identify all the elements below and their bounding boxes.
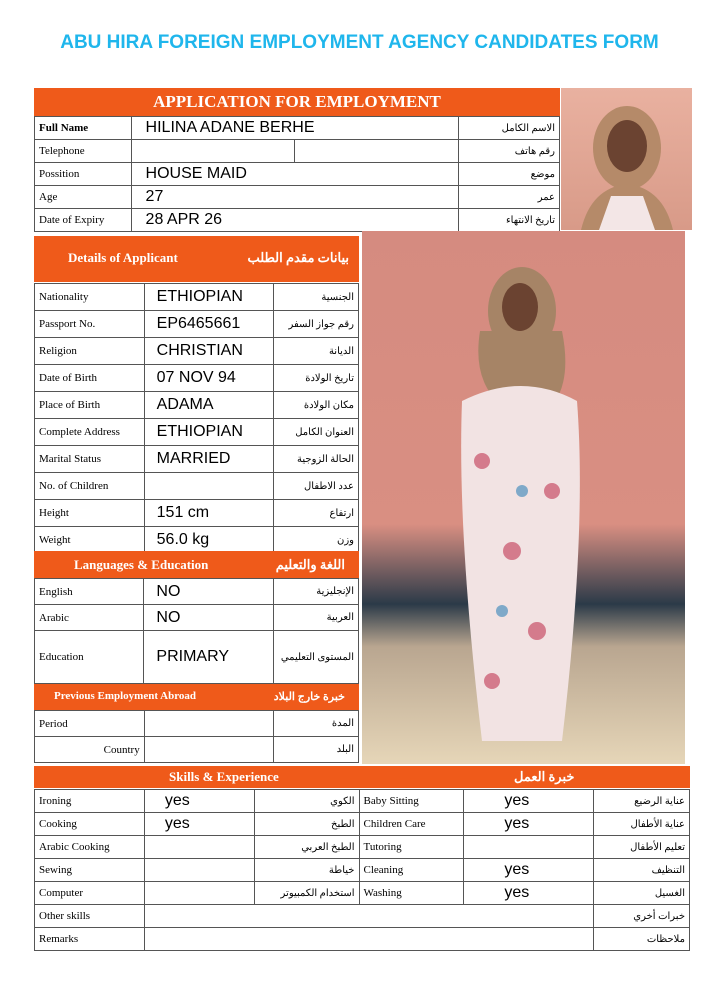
skill-l-label: Computer [35,882,145,905]
languages-label-ar: المستوى التعليمي [274,631,359,684]
previous-title: Previous Employment Abroad [54,690,196,702]
details-title-ar: بيانات مقدم الطلب [247,250,349,265]
previous-bar [34,684,359,710]
skill-l-val [144,859,254,882]
details-row [35,500,359,527]
details-label-ar: الحالة الزوجية [274,446,359,473]
details-title: Details of Applicant [68,250,178,265]
details-label: Place of Birth [35,392,145,419]
previous-label: Period [35,711,145,737]
header-row [35,117,560,140]
skills-table [34,789,690,951]
previous-title-ar: خبرة خارج البلاد [273,691,345,703]
skill-l-ar: الطبخ [254,813,359,836]
skill-extra-value [144,928,593,951]
skill-extra-label: Other skills [35,905,145,928]
languages-value: NO [144,605,274,631]
previous-value [144,737,274,763]
header-value: HILINA ADANE BERHE [131,117,459,140]
languages-table [34,578,359,684]
skill-extra-value [144,905,593,928]
skill-l-ar: الكوي [254,790,359,813]
details-row [35,392,359,419]
details-value [144,473,274,500]
details-label: Date of Birth [35,365,145,392]
header-value: HOUSE MAID [131,163,459,186]
details-label-ar: مكان الولادة [274,392,359,419]
skills-row [35,836,690,859]
header-value: 27 [131,186,459,209]
header-label: Full Name [35,117,132,140]
skill-l-ar: الطبخ العربي [254,836,359,859]
details-label-ar: عدد الاطفال [274,473,359,500]
details-label: Complete Address [35,419,145,446]
details-label-ar: الديانة [274,338,359,365]
details-value: CHRISTIAN [144,338,274,365]
header-value [131,140,295,163]
skill-r-label: Baby Sitting [359,790,464,813]
languages-title: Languages & Education [74,557,209,572]
skill-r-ar: الغسيل [594,882,690,905]
details-label-ar: تاريخ الولادة [274,365,359,392]
header-value-extra [295,140,459,163]
skill-r-val: yes [464,813,594,836]
details-label: No. of Children [35,473,145,500]
languages-value: PRIMARY [144,631,274,684]
details-value: 151 cm [144,500,274,527]
details-row [35,311,359,338]
skill-l-val: yes [144,790,254,813]
details-value: MARRIED [144,446,274,473]
skills-row [35,813,690,836]
details-value: 56.0 kg [144,527,274,554]
skills-row [35,790,690,813]
previous-label-ar: البلد [274,737,359,763]
details-row [35,527,359,554]
skill-r-val: yes [464,859,594,882]
previous-label-ar: المدة [274,711,359,737]
details-table [34,283,359,554]
header-label: Possition [35,163,132,186]
details-label: Passport No. [35,311,145,338]
details-label-ar: وزن [274,527,359,554]
previous-value [144,711,274,737]
details-label-ar: رقم جواز السفر [274,311,359,338]
details-label-ar: الجنسية [274,284,359,311]
skill-l-val [144,882,254,905]
skill-l-label: Arabic Cooking [35,836,145,859]
details-label: Marital Status [35,446,145,473]
languages-row [35,579,359,605]
skill-r-ar: عناية الرضيع [594,790,690,813]
skill-r-label: Tutoring [359,836,464,859]
skill-extra-label-ar: ملاحظات [594,928,690,951]
skill-l-ar: استخدام الكمبيوتر [254,882,359,905]
header-row [35,140,560,163]
skill-r-ar: التنظيف [594,859,690,882]
full-body-photo [362,231,685,764]
skill-r-ar: تعليم الأطفال [594,836,690,859]
previous-label: Country [35,737,145,763]
skills-title: Skills & Experience [169,769,279,784]
languages-label: Arabic [35,605,144,631]
details-label: Weight [35,527,145,554]
header-row [35,209,560,232]
portrait-photo [561,88,692,230]
header-label: Date of Expiry [35,209,132,232]
previous-table [34,710,359,763]
header-label: Age [35,186,132,209]
skill-l-label: Ironing [35,790,145,813]
details-row [35,284,359,311]
header-table [34,116,560,232]
skill-extra-label-ar: خبرات أخري [594,905,690,928]
header-label-ar: عمر [459,186,560,209]
languages-label-ar: الإنجليزية [274,579,359,605]
skills-row [35,859,690,882]
details-row [35,473,359,500]
details-row [35,338,359,365]
skill-r-val: yes [464,790,594,813]
header-value: 28 APR 26 [131,209,459,232]
details-label-ar: العنوان الكامل [274,419,359,446]
skill-l-val [144,836,254,859]
languages-label: Education [35,631,144,684]
application-title-bar [34,88,560,116]
details-label-ar: ارتفاع [274,500,359,527]
skill-r-label: Children Care [359,813,464,836]
skill-l-label: Cooking [35,813,145,836]
details-value: ETHIOPIAN [144,284,274,311]
header-row [35,163,560,186]
details-row [35,446,359,473]
skill-extra-label: Remarks [35,928,145,951]
skills-extra-row [35,905,690,928]
skill-r-label: Cleaning [359,859,464,882]
skill-r-ar: عناية الأطفال [594,813,690,836]
languages-row [35,605,359,631]
skill-r-val [464,836,594,859]
details-value: 07 NOV 94 [144,365,274,392]
header-label-ar: موضع [459,163,560,186]
skills-extra-row [35,928,690,951]
skill-r-label: Washing [359,882,464,905]
header-label-ar: الاسم الكامل [459,117,560,140]
details-row [35,365,359,392]
details-row [35,419,359,446]
details-label: Height [35,500,145,527]
header-row [35,186,560,209]
skill-l-ar: خياطة [254,859,359,882]
header-label-ar: تاريخ الانتهاء [459,209,560,232]
previous-row [35,711,359,737]
languages-title-ar: اللغة والتعليم [275,557,345,572]
details-label: Nationality [35,284,145,311]
languages-value: NO [144,579,274,605]
languages-label: English [35,579,144,605]
details-value: EP6465661 [144,311,274,338]
skills-bar [34,766,690,788]
details-value: ETHIOPIAN [144,419,274,446]
skills-title-ar: خبرة العمل [514,769,575,784]
skill-r-val: yes [464,882,594,905]
form-heading: ABU HIRA FOREIGN EMPLOYMENT AGENCY CANDIDATES FORM [60,32,659,53]
languages-row [35,631,359,684]
languages-bar [34,551,359,578]
skill-l-label: Sewing [35,859,145,882]
details-bar [34,236,359,282]
application-title: APPLICATION FOR EMPLOYMENT [153,92,441,111]
details-value: ADAMA [144,392,274,419]
header-label: Telephone [35,140,132,163]
previous-row [35,737,359,763]
details-label: Religion [35,338,145,365]
header-label-ar: رقم هاتف [459,140,560,163]
languages-label-ar: العربية [274,605,359,631]
skills-row [35,882,690,905]
skill-l-val: yes [144,813,254,836]
